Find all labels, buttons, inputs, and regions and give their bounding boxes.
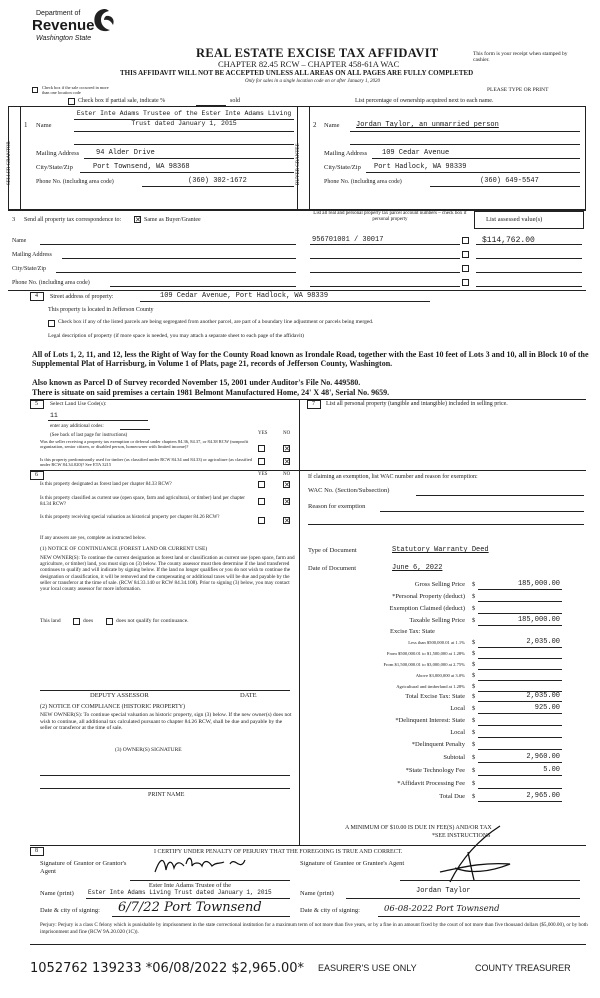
- seller-name-label: Name: [36, 122, 52, 129]
- county-line: This property is located in Jefferson County: [48, 307, 154, 313]
- grantee-date-city-label: Date & city of signing:: [300, 907, 360, 914]
- grantor-date-city-label: Date & city of signing:: [40, 907, 100, 914]
- total-label: Subtotal: [443, 754, 465, 761]
- total-label: *State Technology Fee: [405, 767, 465, 774]
- buyer-name-value: Jordan Taylor, an unmarried person: [356, 121, 499, 129]
- logo-line3: Washington State: [36, 35, 92, 42]
- legal-desc-label: Legal description of property (if more space is needed, you may attach a separate sheet to each page of the affidavit): [48, 333, 304, 339]
- grantor-date-city: 6/7/22 Port Townsend: [118, 900, 262, 915]
- calc-row-label: Taxable Selling Price: [409, 617, 465, 624]
- section4-num: 4: [35, 293, 38, 299]
- doc-type-value: Statutory Warranty Deed: [392, 546, 489, 554]
- total-label: *Affidavit Processing Fee: [397, 780, 465, 787]
- logo-line2: Revenue: [32, 17, 95, 34]
- buyer-name-label: Name: [324, 122, 340, 129]
- s6-q3-no[interactable]: ✕: [284, 517, 290, 525]
- minimum-note: A MINIMUM OF $10.00 IS DUE IN FEE(S) AND/OR TAX: [345, 825, 492, 831]
- perjury-notice: Perjury: Perjury is a class C felony which is punishable by imprisonment in the state correctional institution for a maximum term of not more than five years, or by a fine in an amount fixed by the court of not more than five thousand dollars ($5,000.00), or by both imprisonment and fine (RCW 9A.20.020 (1C)).: [40, 922, 588, 935]
- s6-question-2: Is this property classified as current use (open space, farm and agricultural, or timber) land per chapter 84.34 RCW?: [40, 496, 245, 507]
- calc-dollar: $: [472, 593, 476, 600]
- s3-city-label: City/State/Zip: [12, 266, 46, 272]
- same-as-buyer-label: Same as Buyer/Grantee: [144, 217, 201, 223]
- s6-question-1: Is this property designated as forest land per chapter 84.33 RCW?: [40, 482, 172, 487]
- parcel-personal-checkbox-3[interactable]: [462, 265, 469, 272]
- buyer-city-label: City/State/Zip: [324, 164, 361, 171]
- calc-dollar: $: [472, 683, 476, 690]
- tier-label: Agricultural and timberland at 1.28%: [396, 684, 465, 689]
- legal-description-2: Also known as Parcel D of Survey recorded November 15, 2001 under Auditor's File No. 449580.: [32, 378, 361, 387]
- dor-logo: [30, 8, 125, 46]
- segregation-checkbox[interactable]: [48, 320, 55, 327]
- calc-dollar: $: [472, 741, 476, 748]
- county-treasurer-label: COUNTY TREASURER: [475, 963, 571, 973]
- s5-q1-no[interactable]: ✕: [284, 445, 290, 453]
- calc-dollar: $: [472, 705, 476, 712]
- excise-header: Excise Tax: State: [390, 628, 435, 635]
- s5-question-2: Is this property predominantly used for timber (as classified under RCW 84.34 and 84.33) or agriculture (as classified under RCW 84.34.020)? See ETA 3215: [40, 457, 252, 468]
- land-use-label: Select Land Use Code(s):: [50, 401, 107, 407]
- tier-label: Less than $500,000.01 at 1.1%: [408, 640, 465, 645]
- section3-num: 3: [12, 216, 16, 223]
- grantor-signature: [150, 852, 270, 880]
- tier-label: From $1,500,000.01 to $3,000,000 at 2.75%: [383, 662, 465, 667]
- land-use-code: 11: [50, 412, 58, 419]
- same-as-buyer-checkbox[interactable]: ✕: [135, 216, 141, 224]
- wac-label: WAC No. (Section/Subsection): [308, 487, 390, 494]
- seller-city-value: Port Townsend, WA 98368: [93, 163, 190, 171]
- s6-q1-no[interactable]: ✕: [284, 481, 290, 489]
- legal-description-3: There is situate on said premises a certain 1981 Belmont Manufactured Home, 24' X 48', Serial No. 9659.: [32, 388, 390, 397]
- section7-num: 7: [312, 401, 315, 407]
- grantee-print-name: Jordan Taylor: [416, 887, 471, 895]
- receipt-note: This form is your receipt when stamped by cashier.: [473, 51, 568, 64]
- see-back-label: (See back of last page for instructions): [50, 433, 128, 438]
- calc-dollar: $: [472, 617, 476, 624]
- parcel-header: List all real and personal property tax parcel account numbers – check box if personal property: [313, 211, 467, 222]
- s5-question-1: Was the seller receiving a property tax exemption or deferral under chapters 84.36, 84.37, or 84.38 RCW (nonprofit organization, senior citizen, or disabled person, homeowner with limited income)?: [40, 439, 249, 450]
- calc-dollar: $: [472, 672, 476, 679]
- calc-row-value: 185,000.00: [517, 616, 560, 624]
- additional-codes-label: enter any additional codes:: [50, 424, 104, 429]
- section8-num: 8: [35, 848, 38, 854]
- calc-dollar: $: [472, 729, 476, 736]
- notice1-body: NEW OWNER(S): To continue the current designation as forest land or classification as current use (open space, farm and agriculture, or timber) land, you must sign on (3) below. The county assessor must then determine if the land transferred continues to qualify and will indicate by signing below. If the land no longer qualifies or you do not wish to continue the designation or classification, it will be removed and the compensating or additional taxes will be due and payable by the seller or transferor at the time of sale. (RCW 84.33.140 or RCW 84.34.108). Prior to signing (3) below, you may contact your local county assessor for more information.: [40, 555, 295, 593]
- calc-dollar: $: [472, 754, 476, 761]
- section3-label: Send all property tax correspondence to:: [24, 217, 122, 223]
- s3-phone-label: Phone No. (including area code): [12, 280, 90, 286]
- buyer-mailing-label: Mailing Address: [324, 150, 368, 157]
- legal-description: All of Lots 1, 2, 11, and 12, less the Right of Way for the County Road known as Irondale Road, together with the East 10 feet of Lots 3 and 10, all in Block 10 of the Supplemental Plat of Harrisburg, in Volume 1 of Plats, page 21, records of Jefferson County, Washington.: [32, 350, 589, 369]
- seller-phone-label: Phone No. (including area code): [36, 179, 114, 185]
- seller-mailing-value: 94 Alder Drive: [96, 149, 155, 157]
- calc-row-label: Gross Selling Price: [414, 581, 465, 588]
- doc-date-value: June 6, 2022: [392, 564, 443, 572]
- land-does-checkbox[interactable]: [73, 618, 80, 625]
- s3-name-label: Name: [12, 238, 27, 244]
- certify-statement: I CERTIFY UNDER PENALTY OF PERJURY THAT THE FOREGOING IS TRUE AND CORRECT.: [154, 849, 403, 855]
- wa-logo-icon: [92, 8, 116, 34]
- s6-yes-header: YES: [258, 472, 268, 477]
- seller-name-value: Ester Inte Adams Trustee of the Ester Inte Adams Living Trust dated January 1, 2015: [76, 110, 292, 128]
- this-land-label: This land: [40, 618, 61, 624]
- total-value: 2,035.00: [526, 692, 560, 700]
- seller-side-label: SELLER GRANTOR: [7, 141, 12, 185]
- s5-q1-yes[interactable]: [258, 445, 265, 452]
- calc-dollar: $: [472, 661, 476, 668]
- see-instructions: *SEE INSTRUCTIONS: [432, 833, 491, 839]
- calc-dollar: $: [472, 780, 476, 787]
- multi-location-label: Check box if the sale occurred in more than one location code: [42, 85, 109, 95]
- notice2-body: NEW OWNER(S): To continue special valuation as historic property, sign (3) below. If the new owner(s) does not wish to continue, all additional tax calculated pursuant to chapter 84.26 RCW, shall be due and payable by the seller or transferor at the time of sale.: [40, 712, 292, 732]
- total-label: Total Excise Tax: State: [405, 693, 465, 700]
- s5-no-header: NO: [283, 431, 291, 436]
- grantee-date-city: 06-08-2022 Port Townsend: [384, 904, 500, 914]
- s3-mailing-label: Mailing Address: [12, 252, 52, 258]
- calc-dollar: $: [472, 639, 476, 646]
- calc-dollar: $: [472, 793, 476, 800]
- assessed-value: $114,762.00: [482, 236, 535, 245]
- grantee-signature-label: Signature of Grantee or Grantee's Agent: [300, 860, 405, 867]
- buyer-num: 2: [313, 121, 317, 129]
- section6-num: 6: [35, 472, 38, 478]
- grantee-name-print-label: Name (print): [300, 890, 334, 897]
- buyer-mailing-value: 109 Cedar Avenue: [382, 149, 450, 157]
- seller-city-label: City/State/Zip: [36, 164, 73, 171]
- ownership-note: List percentage of ownership acquired next to each name.: [355, 98, 494, 104]
- s6-no-header: NO: [283, 472, 291, 477]
- form-only-for: Only for sales in a single location code on or after January 1, 2020: [245, 79, 380, 84]
- form-title: REAL ESTATE EXCISE TAX AFFIDAVIT: [196, 46, 439, 60]
- street-address-value: 109 Cedar Avenue, Port Hadlock, WA 98339: [160, 292, 329, 300]
- calc-dollar: $: [472, 693, 476, 700]
- total-value: 5.00: [543, 766, 560, 774]
- calc-dollar: $: [472, 767, 476, 774]
- s6-q2-no[interactable]: ✕: [284, 498, 290, 506]
- parcel-personal-checkbox-2[interactable]: [462, 251, 469, 258]
- tier-value: 2,035.00: [526, 638, 560, 646]
- partial-sale-label: Check box if partial sale, indicate %: [78, 98, 166, 104]
- deputy-date-label: DATE: [240, 692, 257, 699]
- form-warning: THIS AFFIDAVIT WILL NOT BE ACCEPTED UNLESS ALL AREAS ON ALL PAGES ARE FULLY COMPLETED: [120, 69, 474, 77]
- grantee-signature: [420, 822, 530, 892]
- seller-phone-value: (360) 302-1672: [188, 177, 247, 185]
- buyer-city-value: Port Hadlock, WA 98339: [374, 163, 467, 171]
- calc-dollar: $: [472, 650, 476, 657]
- s6-q1-yes[interactable]: [258, 481, 265, 488]
- grantor-signature-label: Signature of Grantor or Grantor's Agent: [40, 860, 127, 875]
- total-label: Total Due: [439, 793, 465, 800]
- exemption-label: If claiming an exemption, list WAC number and reason for exemption:: [308, 474, 478, 480]
- total-label: *Delinquent Penalty: [411, 741, 465, 748]
- partial-sale-checkbox[interactable]: [68, 98, 75, 105]
- seller-num: 1: [24, 121, 28, 129]
- s6-if-yes: If any answers are yes, complete as instructed below.: [40, 536, 147, 541]
- s6-q2-yes[interactable]: [258, 498, 265, 505]
- buyer-side-label: BUYER GRANTEE: [296, 143, 301, 185]
- parcel-number: 956701001 / 30017: [312, 236, 384, 244]
- multi-location-checkbox[interactable]: [32, 87, 38, 93]
- land-does-not-label: does not qualify for continuance.: [116, 618, 189, 624]
- grantor-name-print-label: Name (print): [40, 890, 74, 897]
- notice1-title: (1) NOTICE OF CONTINUANCE (FOREST LAND OR CURRENT USE): [40, 546, 208, 552]
- grantor-print-line2: Ester Inte Adams Living Trust dated January 1, 2015: [88, 889, 272, 896]
- logo-line1: Department of: [36, 10, 81, 17]
- land-does-label: does: [83, 618, 94, 624]
- tier-label: Above $3,000,000 at 3.0%: [415, 673, 465, 678]
- calc-dollar: $: [472, 605, 476, 612]
- total-value: 925.00: [534, 704, 560, 712]
- s5-yes-header: YES: [258, 431, 268, 436]
- parcel-personal-checkbox-4[interactable]: [462, 279, 469, 286]
- land-does-not-checkbox[interactable]: [106, 618, 113, 625]
- street-address-label: Street address of property:: [50, 294, 114, 300]
- type-or-print: PLEASE TYPE OR PRINT: [487, 87, 549, 93]
- s6-q3-yes[interactable]: [258, 517, 265, 524]
- total-label: Local: [450, 705, 465, 712]
- segregation-label: Check box if any of the listed parcels are being segregated from another parcel, are part of a boundary line adjustment or parcels being merged.: [58, 319, 374, 325]
- calc-dollar: $: [472, 581, 476, 588]
- personal-property-label: List all personal property (tangible and intangible) included in selling price.: [326, 401, 508, 407]
- calc-row-label: *Personal Property (deduct): [392, 593, 465, 600]
- section5-num: 5: [35, 401, 38, 407]
- calc-row-value: 185,000.00: [517, 580, 560, 588]
- treasurer-stamp: 1052762 139233 *06/08/2022 $2,965.00*: [30, 961, 305, 976]
- total-value: 2,960.00: [526, 753, 560, 761]
- buyer-phone-value: (360) 649-5547: [480, 177, 539, 185]
- parcel-personal-checkbox-1[interactable]: [462, 237, 469, 244]
- s5-q2-no[interactable]: ✕: [284, 458, 290, 466]
- owner-signature-label: (3) OWNER(S) SIGNATURE: [115, 747, 182, 753]
- total-label: *Delinquent Interest: State: [395, 717, 465, 724]
- s6-question-3: Is this property receiving special valuation as historical property per chapter 84.26 RCW?: [40, 515, 220, 520]
- s5-q2-yes[interactable]: [258, 458, 265, 465]
- partial-sold-label: sold: [230, 98, 241, 104]
- treasurer-use-only: EASURER'S USE ONLY: [318, 963, 417, 973]
- calc-row-label: Exemption Claimed (deduct): [389, 605, 465, 612]
- doc-date-label: Date of Document: [308, 565, 357, 572]
- notice2-title: (2) NOTICE OF COMPLIANCE (HISTORIC PROPERTY): [40, 704, 186, 710]
- form-chapters: CHAPTER 82.45 RCW – CHAPTER 458-61A WAC: [218, 59, 400, 69]
- print-name-label: PRINT NAME: [148, 792, 185, 798]
- total-value: 2,965.00: [526, 792, 560, 800]
- tier-label: From $500,000.01 to $1,500,000 at 1.28%: [386, 651, 465, 656]
- grantor-print-line1: Ester Inte Adams Trustee of the: [148, 882, 232, 889]
- buyer-phone-label: Phone No. (including area code): [324, 179, 402, 185]
- reason-label: Reason for exemption: [308, 503, 366, 510]
- calc-dollar: $: [472, 717, 476, 724]
- doc-type-label: Type of Document: [308, 547, 357, 554]
- deputy-assessor-label: DEPUTY ASSESSOR: [90, 692, 149, 699]
- total-label: Local: [450, 729, 465, 736]
- seller-mailing-label: Mailing Address: [36, 150, 80, 157]
- assessed-header: List assessed value(s): [486, 216, 543, 223]
